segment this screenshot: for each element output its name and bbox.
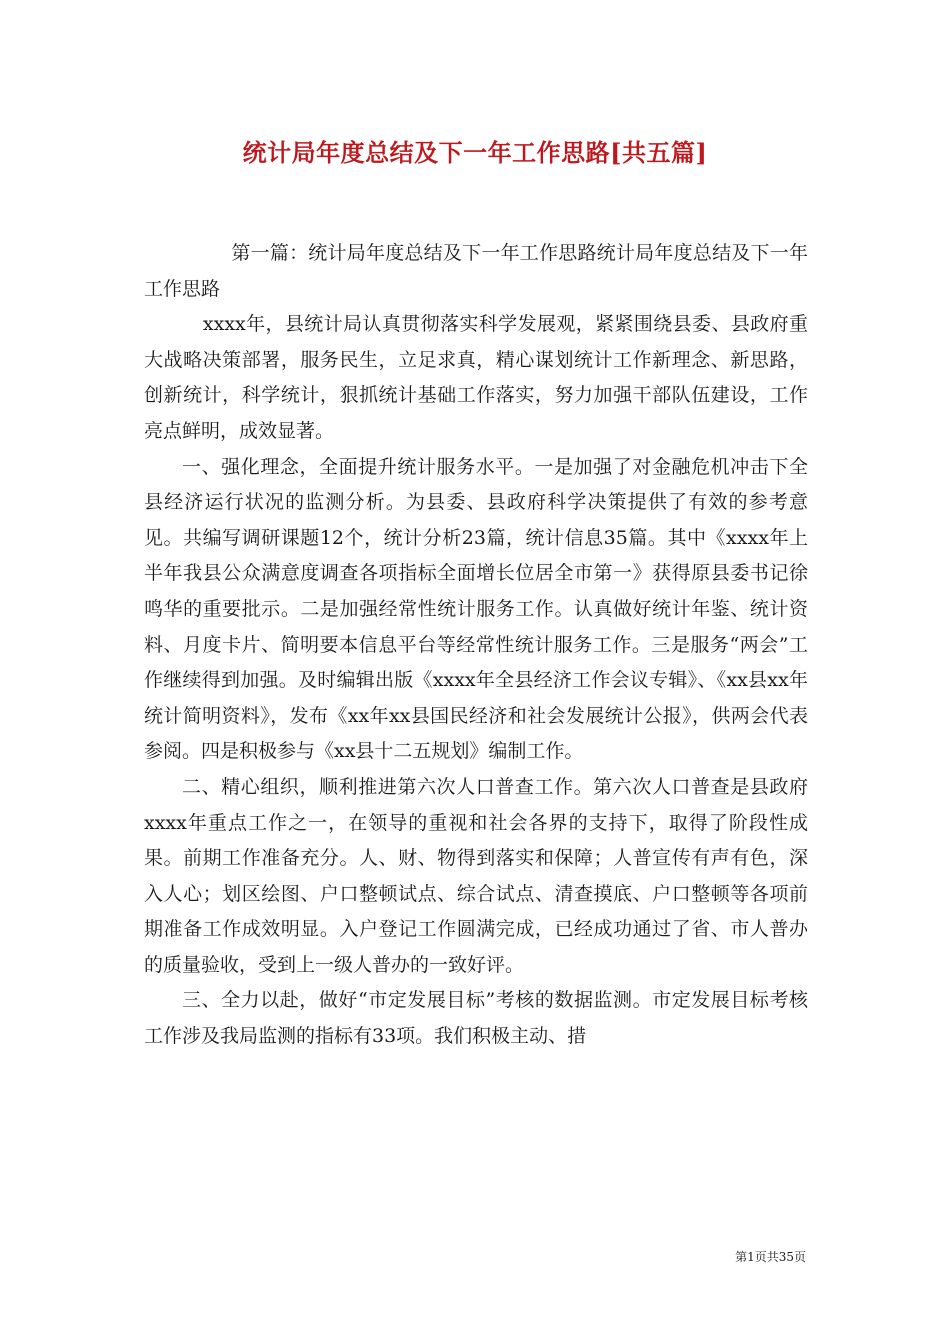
paragraph-intro: xxxx年，县统计局认真贯彻落实科学发展观，紧紧围绕县委、县政府重大战略决策部署，服务民生，立足求真，精心谋划统计工作新理念、新思路，创新统计，科学统计，狠抓统计基础工作落实，努力加强干部队伍建设，工作亮点鲜明，成效显著。 [144, 313, 808, 442]
document-body [144, 236, 808, 1055]
paragraph-heading: 第一篇：统计局年度总结及下一年工作思路统计局年度总结及下一年工作思路 [144, 242, 808, 300]
paragraph-section-2: 二、精心组织，顺利推进第六次人口普查工作。第六次人口普查是县政府xxxx年重点工作之一，在领导的重视和社会各界的支持下，取得了阶段性成果。前期工作准备充分。人、财、物得到落实和保障；人普宣传有声有色，深入人心；划区绘图、户口整顿试点、综合试点、清查摸底、户口整顿等各项前期准备工作成效明显。入户登记工作圆满完成，已经成功通过了省、市人普办的质量验收，受到上一级人普办的一致好评。 [144, 775, 808, 976]
paragraph-section-3: 三、全力以赴，做好“市定发展目标”考核的数据监测。市定发展目标考核工作涉及我局监测的指标有33项。我们积极主动、措 [144, 989, 808, 1048]
document-title: 统计局年度总结及下一年工作思路[共五篇] [242, 138, 708, 167]
paragraph-section-1: 一、强化理念，全面提升统计服务水平。一是加强了对金融危机冲击下全县经济运行状况的监测分析。为县委、县政府科学决策提供了有效的参考意见。共编写调研课题12个，统计分析23篇，统计信息35篇。其中《xxxx年上半年我县公众满意度调查各项指标全面增长位居全市第一》获得原县委书记徐鸣华的重要批示。二是加强经常性统计服务工作。认真做好统计年鉴、统计资料、月度卡片、简明要本信息平台等经常性统计服务工作。三是服务“两会”工作继续得到加强。及时编辑出版《xxxx年全县经济工作会议专辑》、《xx县xx年统计简明资料》，发布《xx年xx县国民经济和社会发展统计公报》，供两会代表参阅。四是积极参与《xx县十二五规划》编制工作。 [144, 455, 808, 763]
page-number: 第1页共35页 [735, 1250, 806, 1264]
